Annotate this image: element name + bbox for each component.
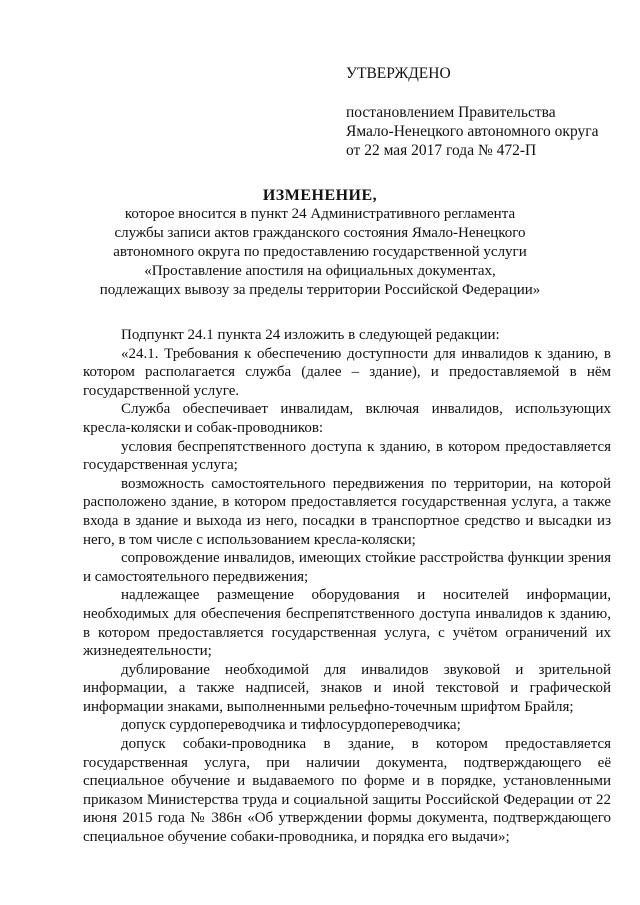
approval-line: постановлением Правительства: [346, 104, 556, 121]
body-paragraph: условия беспрепятственного доступа к зданию, в котором предоставляется государственная услуга;: [83, 438, 611, 474]
body-paragraph: Служба обеспечивает инвалидам, включая инвалидов, использующих кресла-коляски и собак-проводников:: [83, 401, 611, 436]
approval-heading: УТВЕРЖДЕНО: [346, 65, 451, 82]
title-line: «Проставление апостиля на официальных документах,: [144, 263, 496, 279]
title-line: которое вносится в пункт 24 Административного регламента: [124, 206, 516, 222]
body-paragraph: Подпункт 24.1 пункта 24 изложить в следующей редакции:: [121, 327, 500, 343]
body-paragraph: надлежащее размещение оборудования и носителей информации, необходимых для обеспечения беспрепятственного доступа инвалидов к зданию, в котором предоставляется государственная услуга, с учётом ограничений их жизнедеятельности;: [83, 587, 611, 660]
body-paragraph: дублирование необходимой для инвалидов звуковой и зрительной информации, а также надписей, знаков и иной текстовой и графической информации знаками, выполненными рельефно-точечным шрифтом Брайля;: [83, 661, 611, 715]
approval-line: Ямало-Ненецкого автономного округа: [346, 123, 599, 140]
body-paragraph: возможность самостоятельного передвижения по территории, на которой расположено здание, в котором предоставляется государственная услуга, а также входа в здание и выхода из него, посадки в транспортное средство и высадки из него, в том числе с использованием кресла-коляски;: [83, 475, 611, 548]
approval-line: от 22 мая 2017 года № 472-П: [346, 142, 537, 159]
body-paragraph: допуск собаки-проводника в здание, в котором предоставляется государственная услуга, при наличии документа, подтверждающего её специальное обучение и выдаваемого по форме и в порядке, установленными приказом Министерства труда и социальной защиты Российской Федерации от 22 июня 2015 года № 386н «Об утверждении формы документа, подтверждающего специальное обучение собаки-проводника, и порядка его выдачи»;: [83, 736, 611, 846]
body-paragraph: «24.1. Требования к обеспечению доступности для инвалидов к зданию, в котором располагается служба (далее – здание), и предоставляемой в нём государственной услуге.: [83, 345, 611, 399]
approval-stamp: [346, 64, 598, 160]
title-line: подлежащих вывозу за пределы территории Российской Федерации»: [99, 282, 541, 298]
title-line: автономного округа по предоставлению государственной услуги: [113, 244, 527, 260]
document-body: [83, 326, 611, 847]
title-line: службы записи актов гражданского состояния Ямало-Ненецкого: [114, 225, 526, 241]
body-paragraph: допуск сурдопереводчика и тифлосурдопереводчика;: [121, 717, 461, 734]
document-title: ИЗМЕНЕНИЕ,: [262, 187, 378, 204]
body-paragraph: сопровождение инвалидов, имеющих стойкие расстройства функции зрения и самостоятельного передвижения;: [83, 550, 611, 585]
document-title-block: [60, 186, 580, 300]
